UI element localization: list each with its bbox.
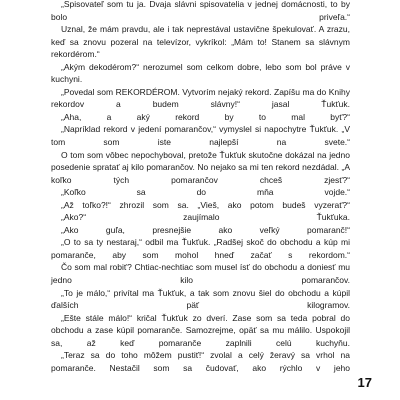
page-number: 17 [357, 375, 372, 390]
paragraph: „Až toľko?!“ zhrozil som sa. „Vieš, ako potom budeš vyzerať?“ [61, 199, 350, 210]
paragraph: Čo som mal robiť? Chtiac-nechtiac som musel ísť do obchodu a doniesť mu jedno kilo pomarančov. [51, 262, 350, 286]
paragraph: O tom som vôbec nepochyboval, pretože Ťukťuk skutočne dokázal na jedno posedenie spratať aj kilo pomarančov. No nejako sa mi ten rekord nezdádal. „A koľko tých pomarančov chceš zjesť?“ [51, 149, 350, 185]
paragraph: „Koľko sa do mňa vojde.“ [61, 187, 350, 198]
paragraph: Uznal, že mám pravdu, ale i tak neprestával ustavične špekulovať. A zrazu, keď sa znovu pozeral na televízor, vykríkol: „Mám to! Stanem sa slávnym rekordérom.“ [51, 24, 350, 60]
paragraph: „Napríklad rekord v jedení pomarančov,“ vymyslel si napochytre Ťukťuk. „V tom som iste najlepší na svete.“ [51, 124, 350, 148]
paragraph: „Aha, a aký rekord by to mal byť?“ [61, 111, 350, 122]
paragraph: „Akým dekodérom?“ nerozumel som celkom dobre, lebo som bol práve v kuchyni. [51, 61, 350, 85]
paragraph: „Ešte stále málo!“ kričal Ťukťuk zo dverí. Zase som sa teda pobral do obchodu a zase kúpil pomaranče. Samozrejme, opäť sa mu málilo. Uspokojil sa, až keď pomaranče zaplnili celú kuchyňu. [51, 312, 350, 348]
body-text [51, 0, 350, 374]
paragraph: „To je málo,“ privítal ma Ťukťuk, a tak som znovu šiel do obchodu a kúpil ďalších päť kilogramov. [51, 287, 350, 311]
paragraph: „Spisovateľ som tu ja. Dvaja slávni spisovatelia v jednej domácnosti, to by bolo priveľa.“ [51, 0, 350, 22]
paragraph: „Povedal som REKORDÉROM. Vytvorím nejaký rekord. Zapíšu ma do Knihy rekordov a budem slávny!“ jasal Ťukťuk. [51, 86, 350, 110]
paragraph: „Teraz sa do toho môžem pustiť!“ zvolal a celý žeravý sa vrhol na pomaranče. Nestačil som sa čudovať, ako rýchlo v jeho [51, 350, 350, 373]
paragraph: „O to sa ty nestaraj,“ odbil ma Ťukťuk. „Radšej skoč do obchodu a kúp mi pomaranče, aby som mohol hneď začať s rekordom.“ [51, 237, 350, 260]
paragraph: „Ako guľa, presnejšie ako veľký pomaranč!“ [61, 224, 350, 235]
paragraph: „Ako?“ zaujímalo Ťukťuka. [61, 212, 350, 223]
